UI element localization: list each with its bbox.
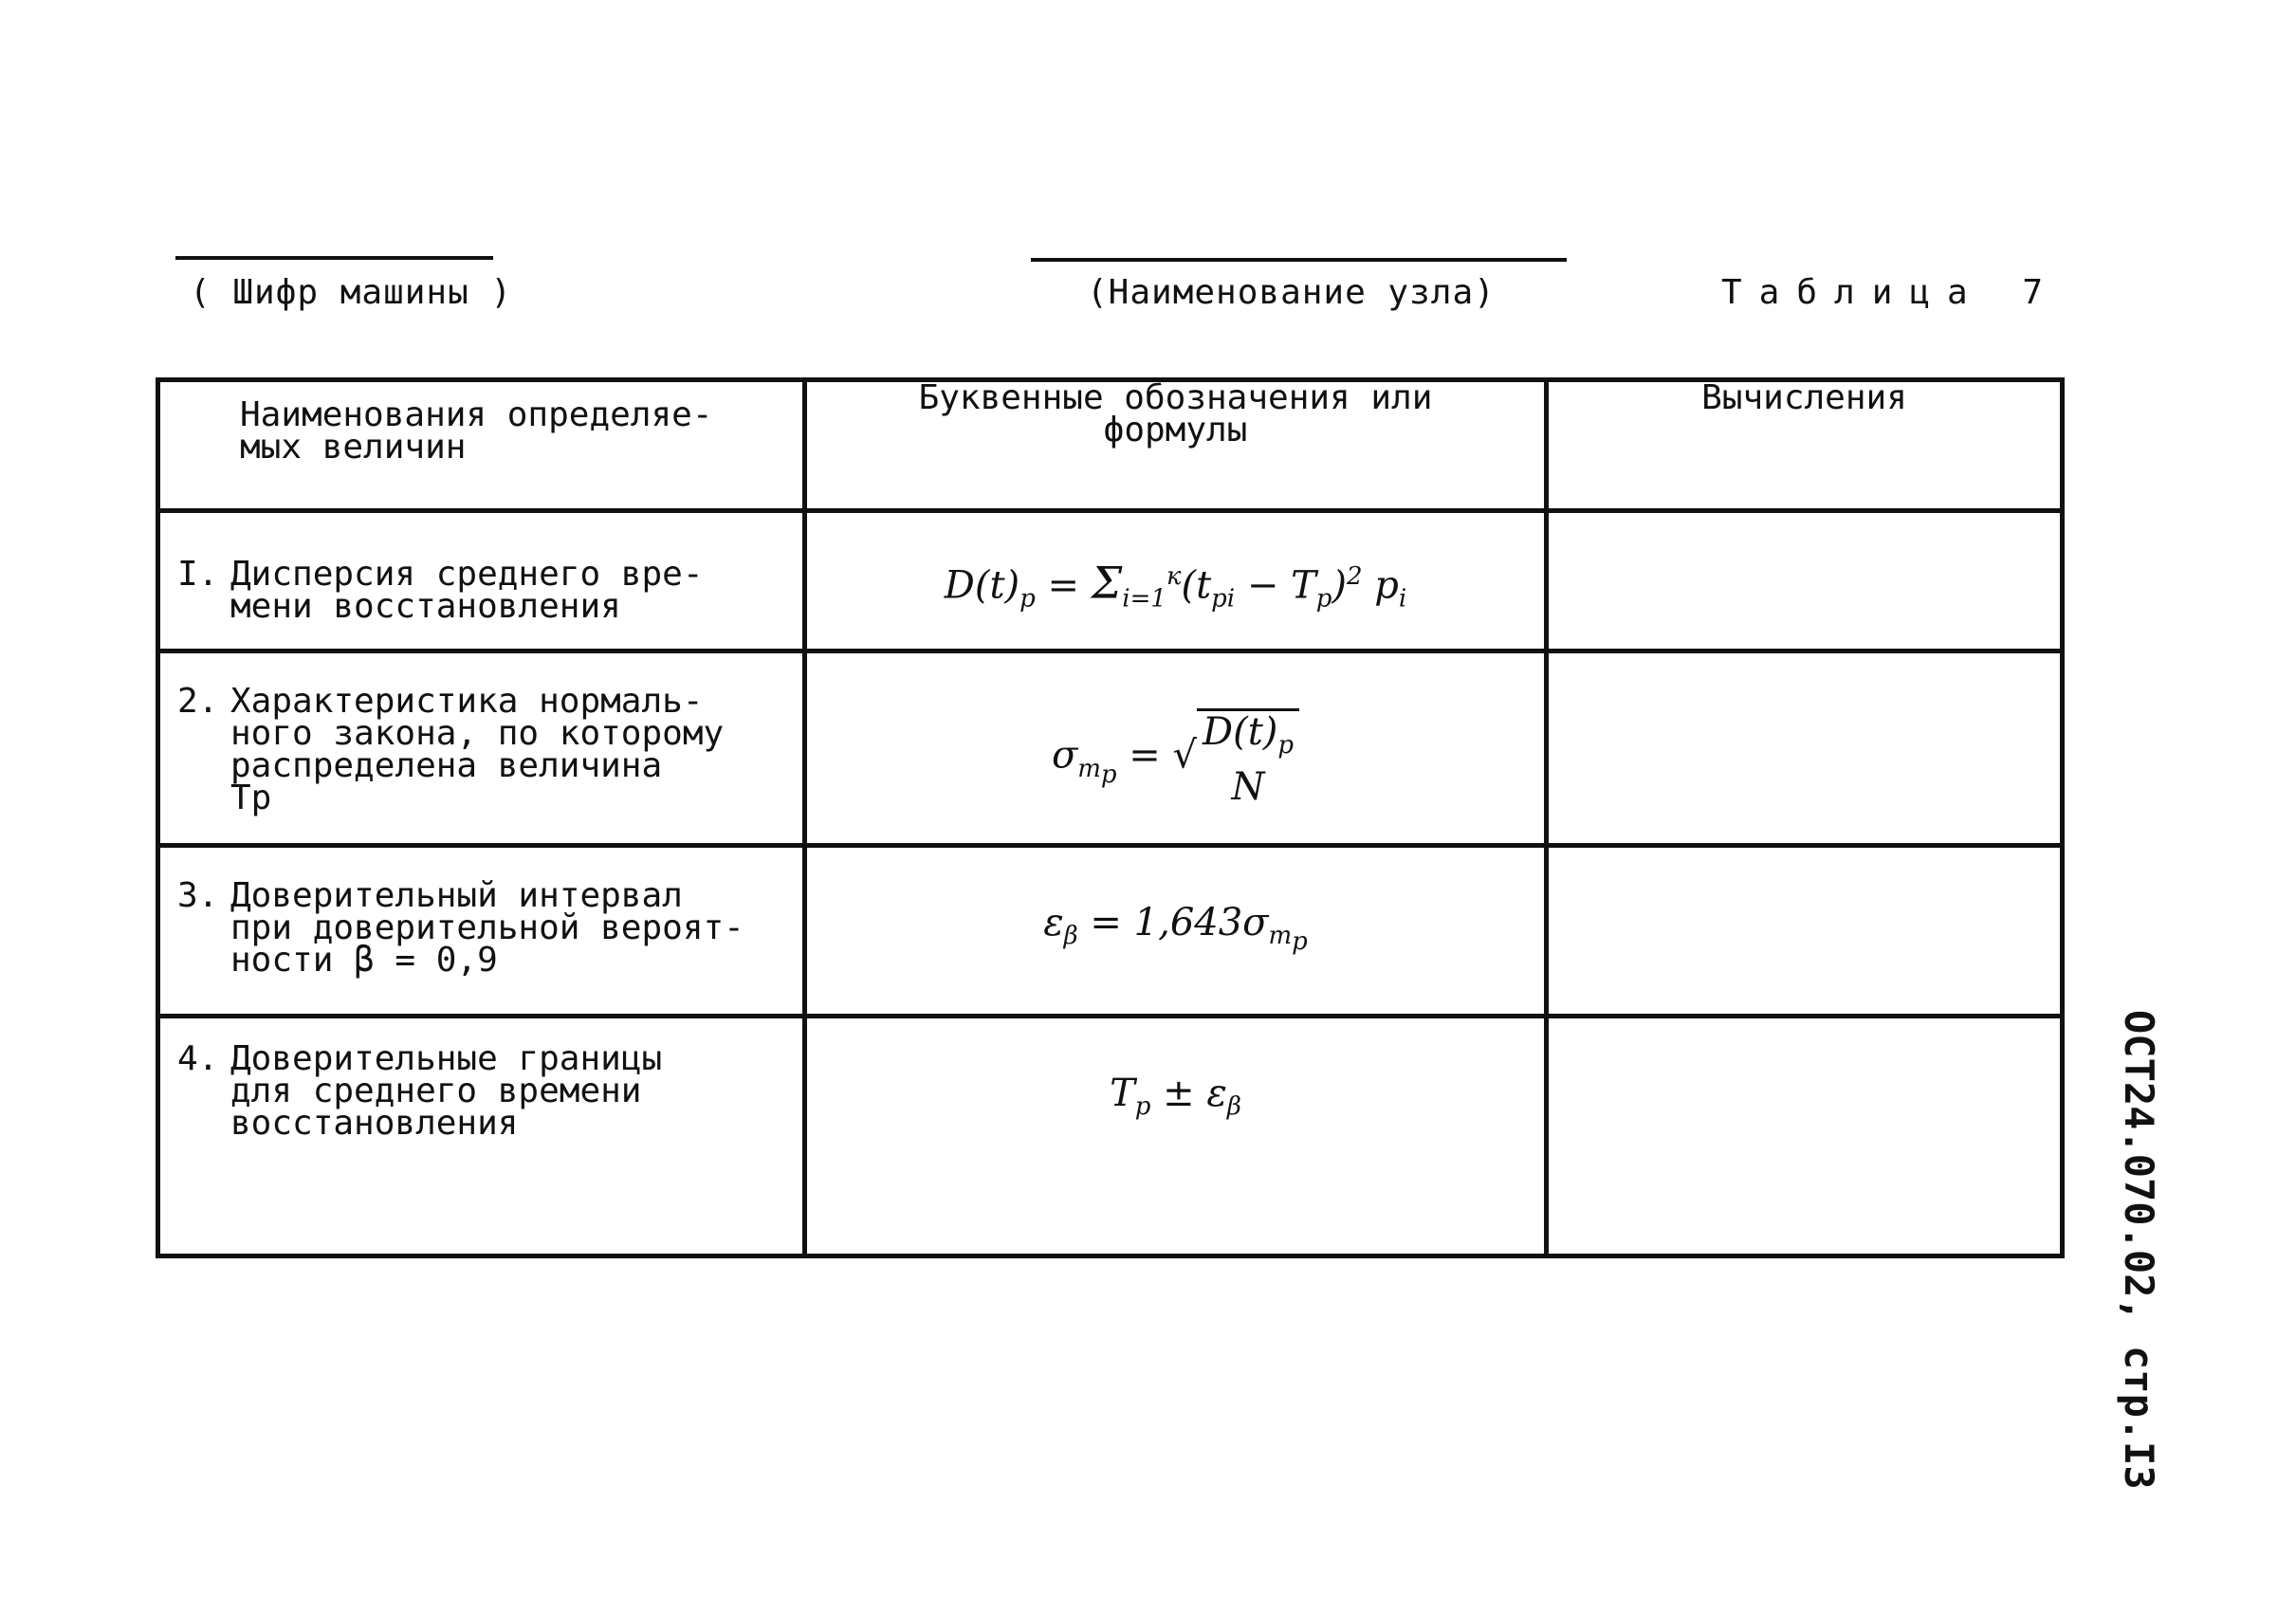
row-calc-cell[interactable] xyxy=(1547,1017,2063,1256)
row-name-cell xyxy=(158,1017,805,1256)
row-formula-cell xyxy=(805,1017,1547,1256)
code-underline xyxy=(175,256,493,260)
row-name-cell xyxy=(158,846,805,1017)
row-calc-cell[interactable] xyxy=(1547,511,2063,651)
row-name-cell xyxy=(158,651,805,846)
table-row xyxy=(158,1017,2063,1256)
node-underline xyxy=(1031,258,1567,262)
row-name: Доверительные границы для среднего времени восстановления xyxy=(230,1039,663,1143)
row-formula-cell xyxy=(805,511,1547,651)
row-number: 2. xyxy=(177,682,219,721)
document-code: ОСТ24.070.02, стр.I3 xyxy=(2116,1010,2162,1490)
row-calc-cell[interactable] xyxy=(1547,846,2063,1017)
machine-code-label: ( Шифр машины ) xyxy=(190,273,513,312)
sigma-formula: $\sigma_{m_p}$ = √ $D(t)_p$ N xyxy=(807,653,1544,808)
dispersion-formula: $D(t)_p = \Sigma_{i=1}^к(t_{pi} - T_p)^2$ $p_i$ xyxy=(944,557,1407,614)
bounds-formula: $T_p \pm \varepsilon_\beta$ xyxy=(1110,1072,1241,1121)
column-header-calc: Вычисления xyxy=(1547,380,2063,511)
row-name: Дисперсия среднего вре- мени восстановления xyxy=(230,555,704,626)
column-header-formula: Буквенные обозначения или формулы xyxy=(805,380,1547,511)
calculation-table xyxy=(156,377,2065,1258)
node-name-label: (Наименование узла) xyxy=(1087,273,1496,312)
row-name: Доверительный интервал при доверительной вероят- ности β = 0,9 xyxy=(230,876,744,980)
column-header-name: Наименования определяе- мых величин xyxy=(158,380,805,511)
table-row xyxy=(158,511,2063,651)
table-header-row xyxy=(158,380,2063,511)
table-title: Таблица 7 xyxy=(1721,273,2061,312)
row-number: I. xyxy=(177,555,219,594)
row-number: 4. xyxy=(177,1039,219,1078)
row-formula-cell xyxy=(805,846,1547,1017)
row-calc-cell[interactable] xyxy=(1547,651,2063,846)
row-formula-cell xyxy=(805,651,1547,846)
row-name: Характеристика нормаль- ного закона, по которому распределена величина Tp xyxy=(230,682,725,817)
row-name-cell xyxy=(158,511,805,651)
interval-formula: $\varepsilon_\beta = 1,643\sigma_{m_p}$ xyxy=(1043,901,1308,957)
table-row xyxy=(158,846,2063,1017)
row-number: 3. xyxy=(177,876,219,915)
table-row xyxy=(158,651,2063,846)
